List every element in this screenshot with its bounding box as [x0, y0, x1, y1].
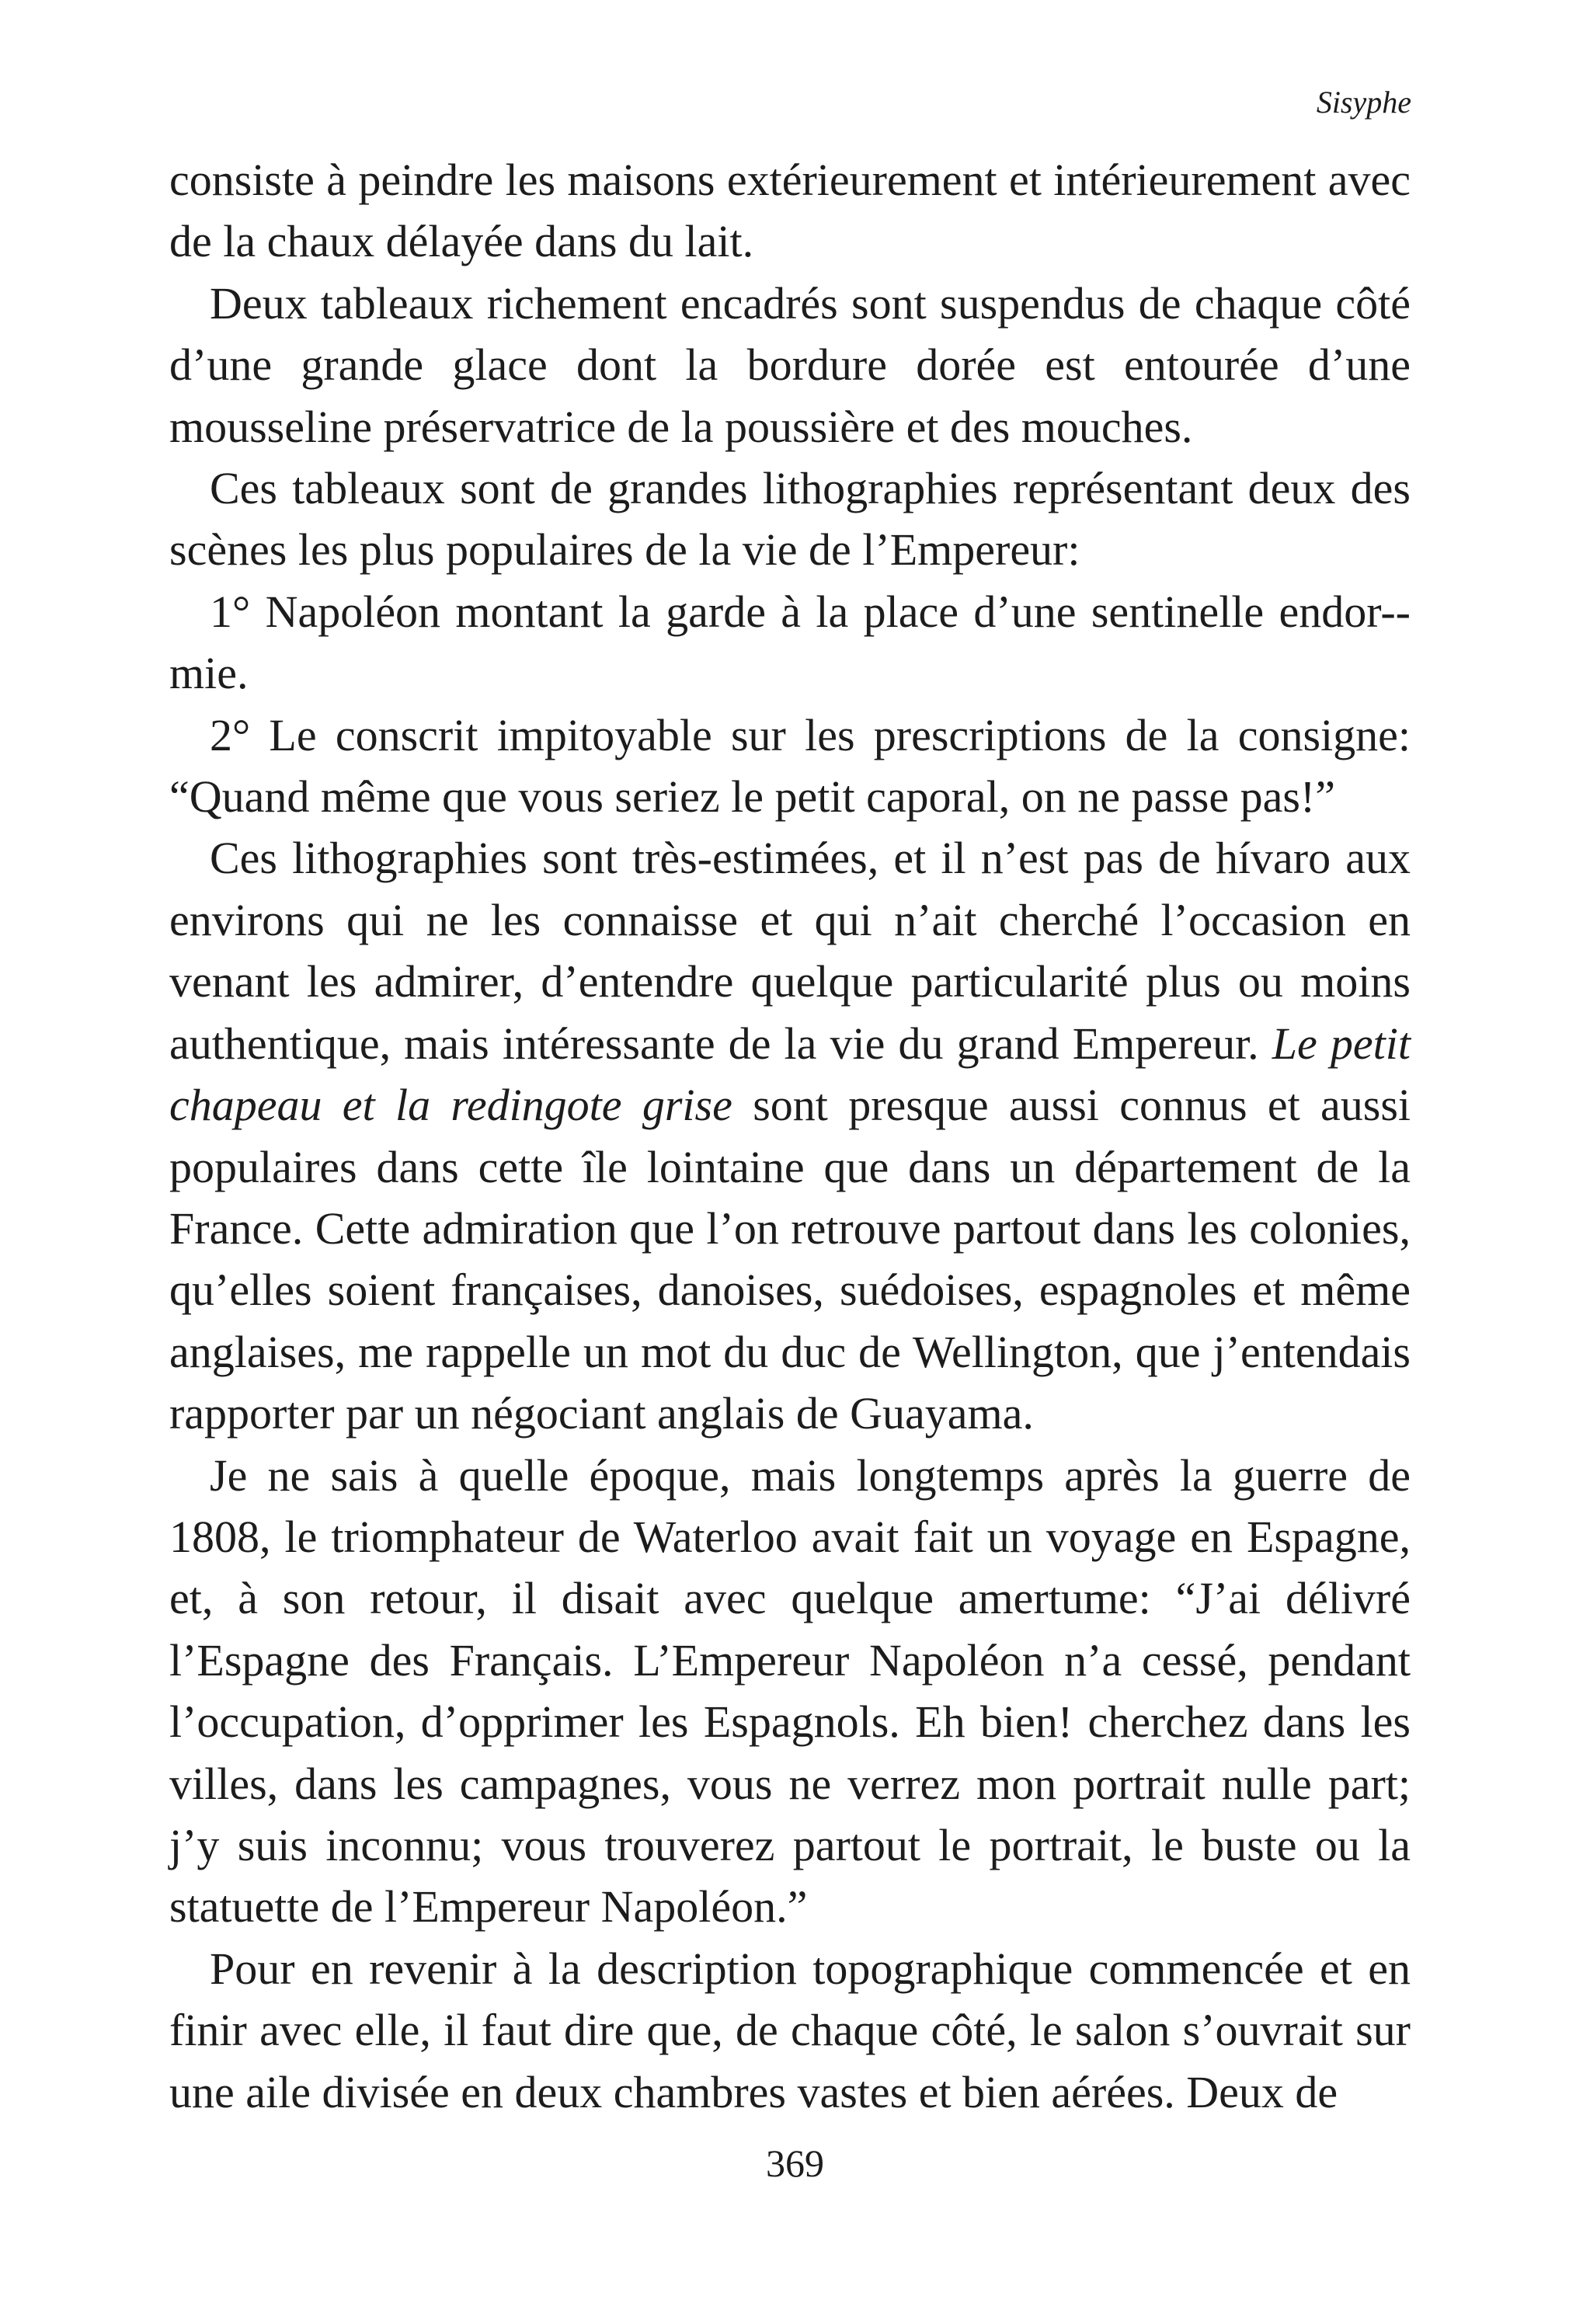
paragraph-segment: Ces lithographies sont très-estimées, et il n’est pas de hívaro aux environs qui ne les connaisse et qui n’ait cherché l’occasion en venant les admirer, d’entendre quelque particularité plus ou moins authentique, mais intéressante de la vie du grand Empereur.	[169, 833, 1411, 1069]
paragraph: 1° Napoléon montant la garde à la place d’une sentinelle endor-mie.	[169, 586, 1411, 699]
paragraph: Pour en revenir à la description topographique commencée et en finir avec elle, il faut dire que, de chaque côté, le salon s’ouvrait sur une aile divisée en deux chambres vastes et bien aérées. Deux de	[169, 1943, 1411, 2117]
paragraph	[169, 827, 1411, 1444]
paragraph: consiste à peindre les maisons extérieurement et intérieurement avec de la chaux délayée dans du lait.	[169, 155, 1411, 267]
body-text	[169, 149, 1411, 2123]
page-number: 369	[766, 2141, 824, 2185]
paragraph: Deux tableaux richement encadrés sont suspendus de chaque côté d’une grande glace dont la bordure dorée est entourée d’une mousseline préservatrice de la poussière et des mouches.	[169, 277, 1411, 452]
paragraph: Je ne sais à quelle époque, mais longtemps après la guerre de 1808, le triomphateur de Waterloo avait fait un voyage en Espagne, et, à son retour, il disait avec quelque amertume: “J’ai délivré l’Espagne des Français. L’Empereur Napoléon n’a cessé, pendant l’occupation, d’opprimer les Espagnols. Eh bien! cherchez dans les villes, dans les campagnes, vous ne verrez mon portrait nulle part; j’y suis inconnu; vous trouverez partout le portrait, le buste ou la statuette de l’Empereur Napoléon.”	[169, 1449, 1411, 1933]
paragraph: 2° Le conscrit impitoyable sur les prescriptions de la consigne: “Quand même que vous seriez le petit caporal, on ne passe pas!”	[169, 709, 1411, 823]
paragraph: Ces tableaux sont de grandes lithographies représentant deux des scènes les plus populaires de la vie de l’Empereur:	[169, 463, 1411, 576]
italic-title: Le petit chapeau et la redingote grise	[169, 1018, 1411, 1131]
running-title: Sisyphe	[1316, 85, 1411, 120]
paragraph-segment: sont presque aussi connus et aussi populaires dans cette île lointaine que dans un département de la France. Cette admiration que l’on retrouve partout dans les colonies, qu’elles soient françaises, danoises, suédoises, espagnoles et même anglaises, me rappelle un mot du duc de Wellington, que j’entendais rapporter par un négociant anglais de Guayama.	[169, 1080, 1411, 1439]
